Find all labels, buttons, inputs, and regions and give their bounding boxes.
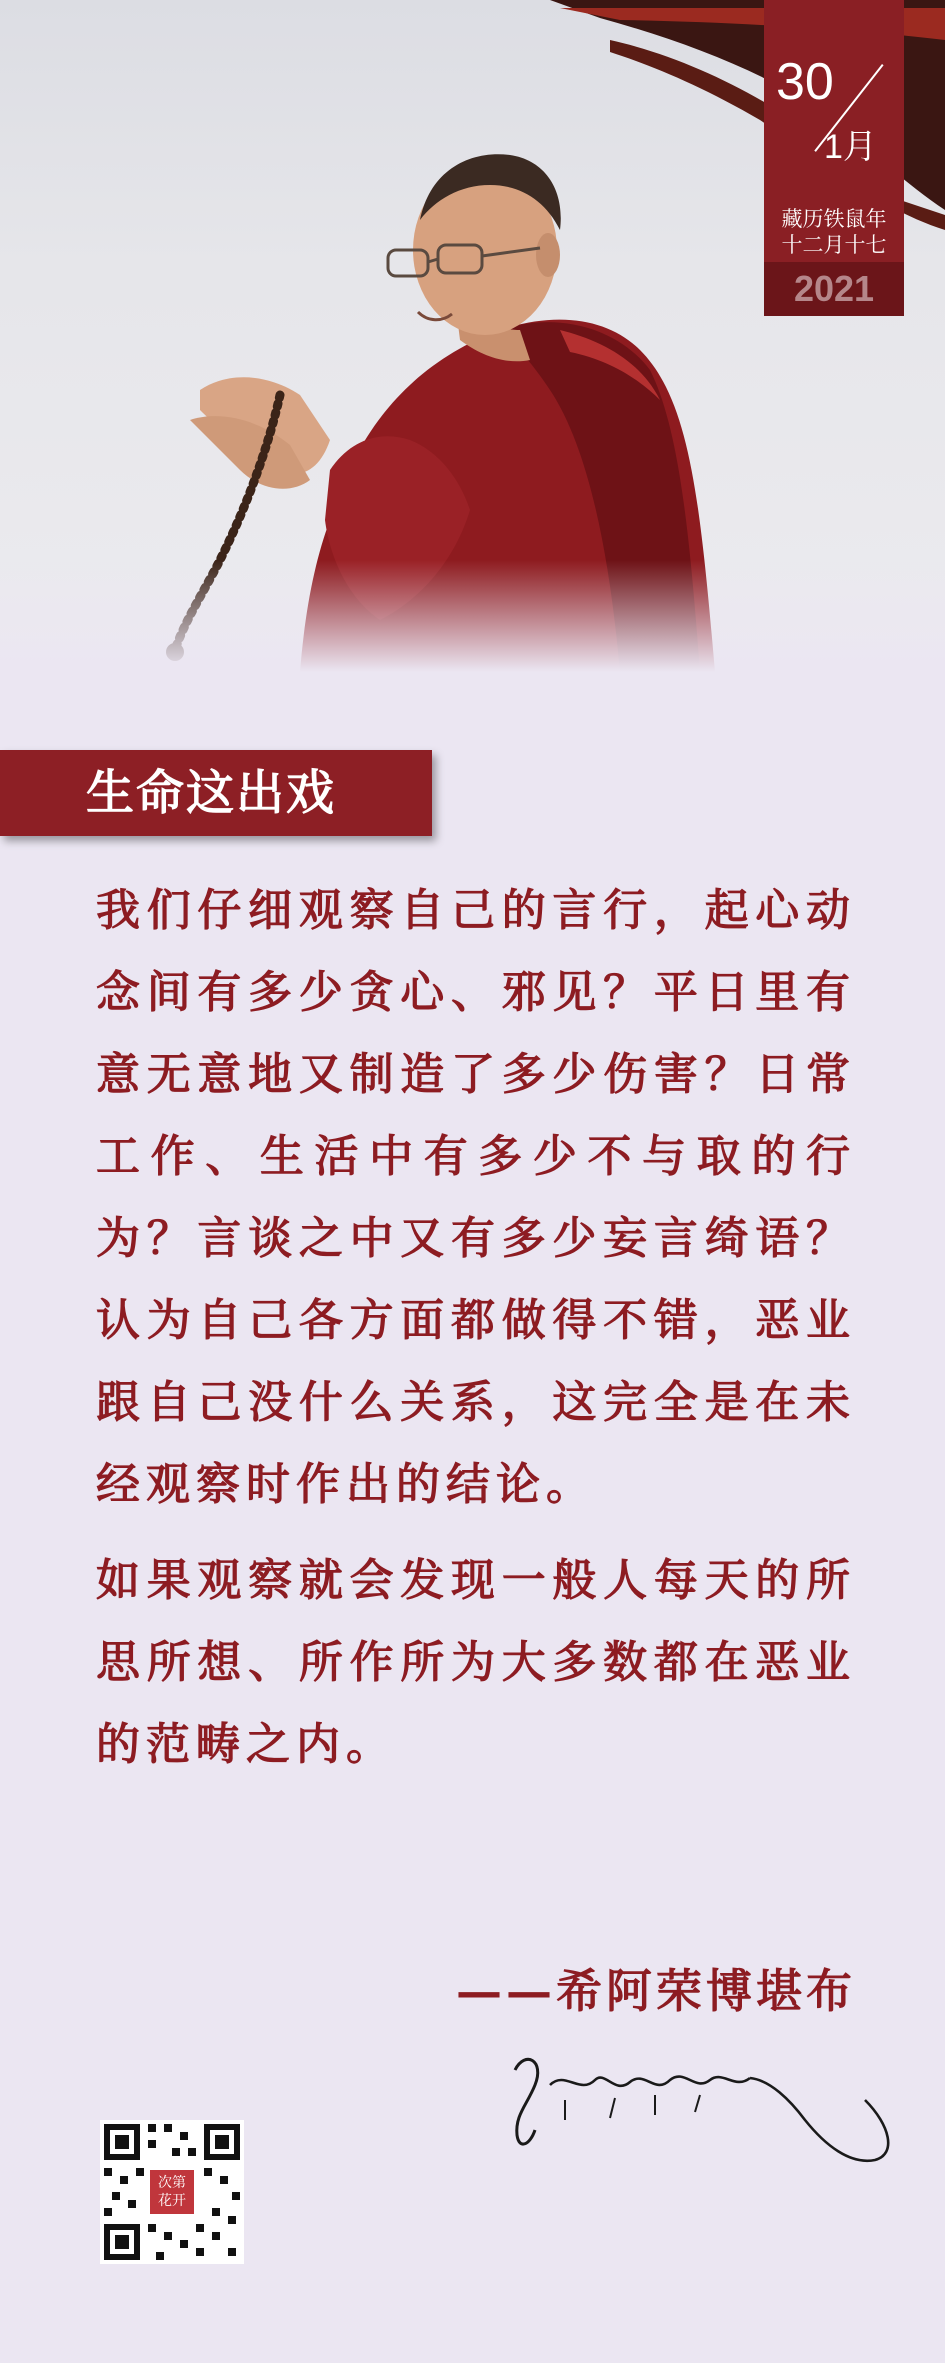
title-banner xyxy=(0,750,432,836)
page-title: 生命这出戏 xyxy=(86,765,337,821)
lunar-date-line1: 藏历铁鼠年 xyxy=(781,207,887,231)
qr-logo-label: 次第花开 xyxy=(158,2175,186,2209)
quote-paragraph-2: 如果观察就会发现一般人每天的所思所想、所作所为大多数都在恶业的范畴之内。 xyxy=(96,1555,856,1770)
date-day: 30 xyxy=(776,53,834,111)
qr-code[interactable] xyxy=(100,2120,244,2264)
date-year: 2021 xyxy=(764,262,904,316)
quote-paragraph-1: 我们仔细观察自己的言行，起心动念间有多少贪心、邪见？平日里有意无意地又制造了多少伤害？日常工作、生活中有多少不与取的行为？言谈之中又有多少妄言绮语？认为自己各方面都做得不错，恶业跟自己没什么关系，这完全是在未经观察时作出的结论。 xyxy=(96,885,856,1510)
date-month: 1月 xyxy=(824,128,877,166)
lunar-date-line2: 十二月十七 xyxy=(781,233,887,257)
date-badge xyxy=(764,0,904,316)
signature-image xyxy=(505,2040,895,2180)
author-attribution: ——希阿荣博堪布 xyxy=(456,1964,856,2018)
lunar-date xyxy=(764,206,904,258)
quote-body xyxy=(96,870,856,1786)
photo-fade xyxy=(0,560,945,672)
